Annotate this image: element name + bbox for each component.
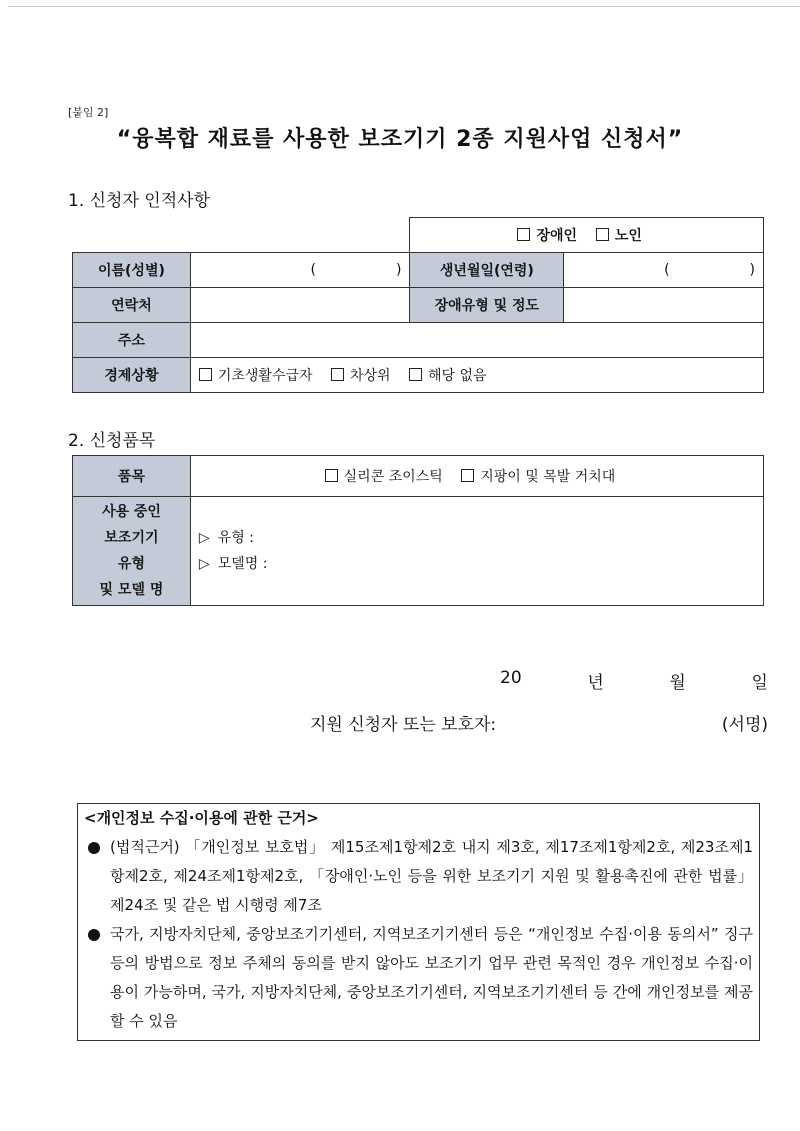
contact-field[interactable]	[190, 288, 410, 323]
checkbox-icon[interactable]	[409, 368, 422, 381]
checkbox-basic-livelihood[interactable]: 기초생활수급자	[199, 368, 313, 384]
privacy-notice-title: <개인정보 수집·이용에 관한 근거>	[84, 809, 319, 827]
current-device-label: 사용 중인 보조기기 유형 및 모델 명	[73, 497, 191, 606]
privacy-notice-box	[77, 803, 760, 1041]
item-label: 품목	[73, 456, 191, 497]
scan-edge-line	[8, 6, 800, 7]
checkbox-cane-holder[interactable]: 지팡이 및 목발 거치대	[461, 469, 615, 485]
name-field[interactable]: ( )	[190, 253, 410, 288]
bullet-icon	[88, 842, 100, 854]
current-device-fields	[190, 497, 763, 606]
item-options	[190, 456, 763, 497]
address-label: 주소	[73, 323, 191, 358]
applicant-info-table	[72, 217, 764, 393]
checkbox-icon[interactable]	[461, 469, 474, 482]
device-model-field[interactable]: ▷ 모델명 :	[199, 551, 755, 577]
checkbox-icon[interactable]	[596, 228, 609, 241]
checkbox-icon[interactable]	[199, 368, 212, 381]
section-heading-items: 2. 신청품목	[68, 431, 156, 451]
address-field[interactable]	[190, 323, 763, 358]
name-label: 이름(성별)	[73, 253, 191, 288]
triangle-right-icon: ▷	[198, 530, 210, 546]
disability-type-field[interactable]	[564, 288, 764, 323]
requested-items-table	[72, 455, 764, 606]
economic-status-label: 경제상황	[73, 358, 191, 393]
disability-type-label: 장애유형 및 정도	[410, 288, 564, 323]
signature-label: 지원 신청자 또는 보호자:	[310, 715, 497, 735]
birthdate-field[interactable]: ( )	[564, 253, 764, 288]
day-unit: 일	[751, 673, 768, 693]
checkbox-icon[interactable]	[331, 368, 344, 381]
applicant-type-cell	[410, 218, 764, 253]
year-field[interactable]: 20	[500, 668, 522, 688]
checkbox-near-poverty[interactable]: 차상위	[331, 368, 391, 384]
month-unit: 월	[669, 673, 686, 693]
device-type-field[interactable]: ▷ 유형 :	[199, 525, 755, 551]
checkbox-elderly[interactable]: 노인	[596, 228, 642, 244]
checkbox-icon[interactable]	[325, 469, 338, 482]
document-title: “융복합 재료를 사용한 보조기기 2종 지원사업 신청서”	[116, 127, 684, 152]
signature-mark[interactable]: (서명)	[721, 715, 768, 735]
economic-status-options	[190, 358, 763, 393]
checkbox-not-applicable[interactable]: 해당 없음	[409, 368, 487, 384]
contact-label: 연락처	[73, 288, 191, 323]
checkbox-disabled-person[interactable]: 장애인	[517, 228, 577, 244]
privacy-notice-item: (법적근거) 「개인정보 보호법」 제15조제1항제2호 내지 제3호, 제17조제1항제2호, 제23조제1항제2호, 제24조제1항제2호, 「장애인·노인 등을 위한 보조기기 지원 및 활용촉진에 관한 법률」 제24조 및 같은 법 시행령 제7조	[84, 833, 753, 920]
birthdate-label: 생년월일(연령)	[410, 253, 564, 288]
bullet-icon	[88, 929, 100, 941]
triangle-right-icon: ▷	[198, 556, 210, 572]
date-line	[500, 668, 768, 693]
privacy-notice-item: 국가, 지방자치단체, 중앙보조기기센터, 지역보조기기센터 등은 “개인정보 수집·이용 동의서” 징구 등의 방법으로 정보 주체의 동의를 받지 않아도 보조기기 업무 관련 목적인 경우 개인정보 수집·이용이 가능하며, 국가, 지방자치단체, 중앙보조기기센터, 지역보조기기센터 등 간에 개인정보를 제공할 수 있음	[84, 920, 753, 1036]
checkbox-icon[interactable]	[517, 228, 530, 241]
checkbox-silicone-joystick[interactable]: 실리콘 조이스틱	[325, 469, 443, 485]
section-heading-applicant: 1. 신청자 인적사항	[68, 191, 210, 211]
signature-line	[310, 710, 768, 735]
empty-cell	[73, 218, 410, 253]
attachment-tag: [붙임 2]	[68, 106, 109, 119]
year-unit: 년	[587, 673, 604, 693]
